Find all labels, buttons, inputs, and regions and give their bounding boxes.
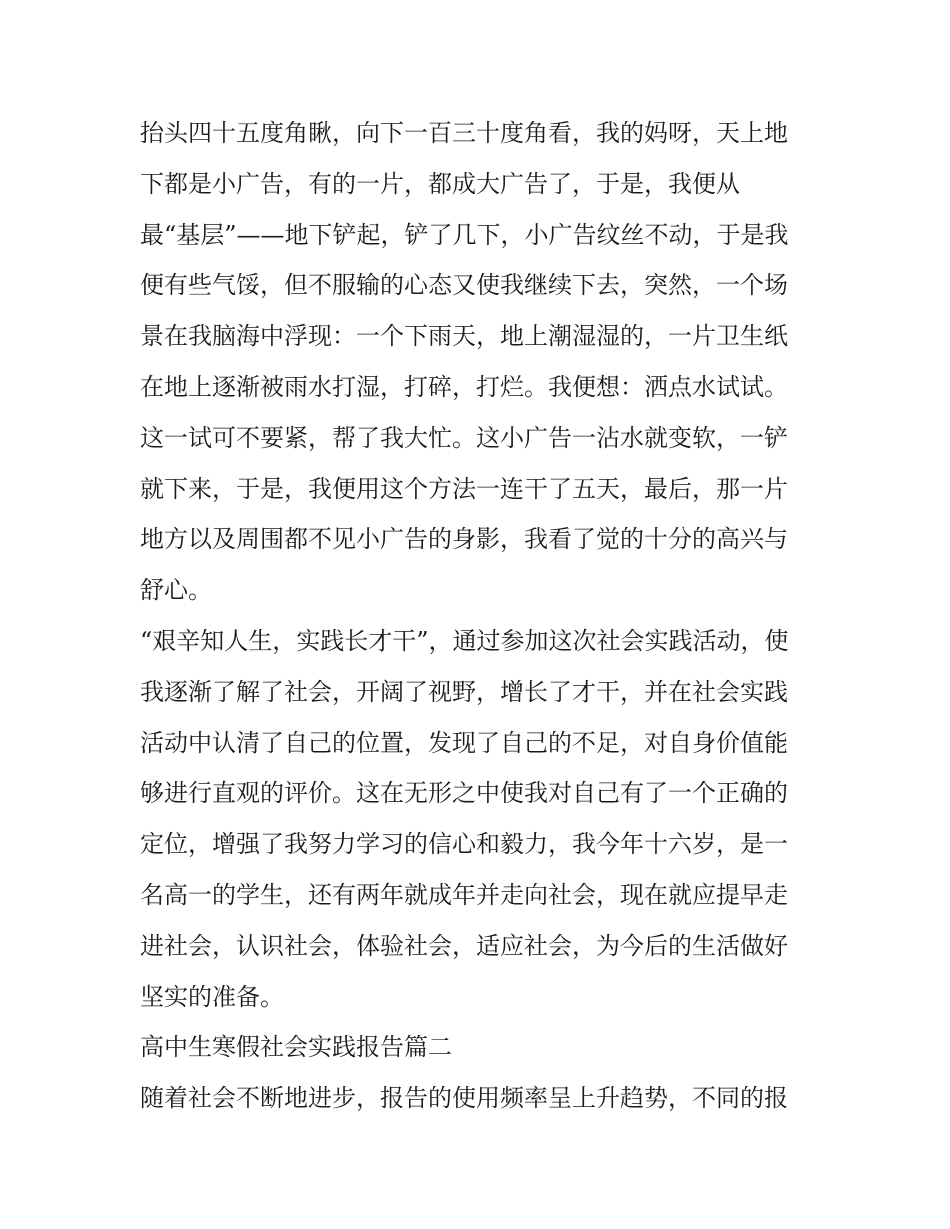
text-line: 够进行直观的评价。这在无形之中使我对自己有了一个正确的 — [140, 779, 788, 808]
text-line: 景在我脑海中浮现：一个下雨天，地上潮湿湿的，一片卫生纸 — [140, 322, 788, 351]
text-line: 最“基层”——地下铲起，铲了几下，小广告纹丝不动，于是我 — [140, 220, 789, 249]
text-line: 便有些气馁，但不服输的心态又使我继续下去，突然，一个场 — [140, 271, 788, 300]
text-line: 地方以及周围都不见小广告的身影，我看了觉的十分的高兴与 — [140, 525, 788, 554]
section-heading: 高中生寒假社会实践报告篇二 — [140, 1033, 452, 1062]
text-line: 这一试可不要紧，帮了我大忙。这小广告一沾水就变软，一铲 — [140, 423, 788, 452]
text-line: 随着社会不断地进步，报告的使用频率呈上升趋势，不同的报 — [140, 1084, 788, 1113]
text-line: 在地上逐渐被雨水打湿，打碎，打烂。我便想：洒点水试试。 — [140, 372, 788, 401]
text-line: 坚实的准备。 — [140, 982, 284, 1011]
text-line: 下都是小广告，有的一片，都成大广告了，于是，我便从 — [140, 169, 740, 198]
text-line: 定位，增强了我努力学习的信心和毅力，我今年十六岁，是一 — [140, 830, 788, 859]
text-line: 舒心。 — [140, 576, 212, 605]
text-line: 名高一的学生，还有两年就成年并走向社会，现在就应提早走 — [140, 880, 788, 909]
text-line: 进社会，认识社会，体验社会，适应社会，为今后的生活做好 — [140, 931, 788, 960]
text-line: 我逐渐了解了社会，开阔了视野，增长了才干，并在社会实践 — [140, 677, 788, 706]
text-line: 抬头四十五度角瞅，向下一百三十度角看，我的妈呀，天上地 — [140, 119, 788, 147]
document-body — [140, 108, 812, 1124]
text-line: “艰辛知人生，实践长才干”，通过参加这次社会实践活动，使 — [140, 626, 789, 655]
text-line: 活动中认清了自己的位置，发现了自己的不足，对自身价值能 — [140, 728, 788, 757]
text-line: 就下来，于是，我便用这个方法一连干了五天，最后，那一片 — [140, 474, 788, 503]
